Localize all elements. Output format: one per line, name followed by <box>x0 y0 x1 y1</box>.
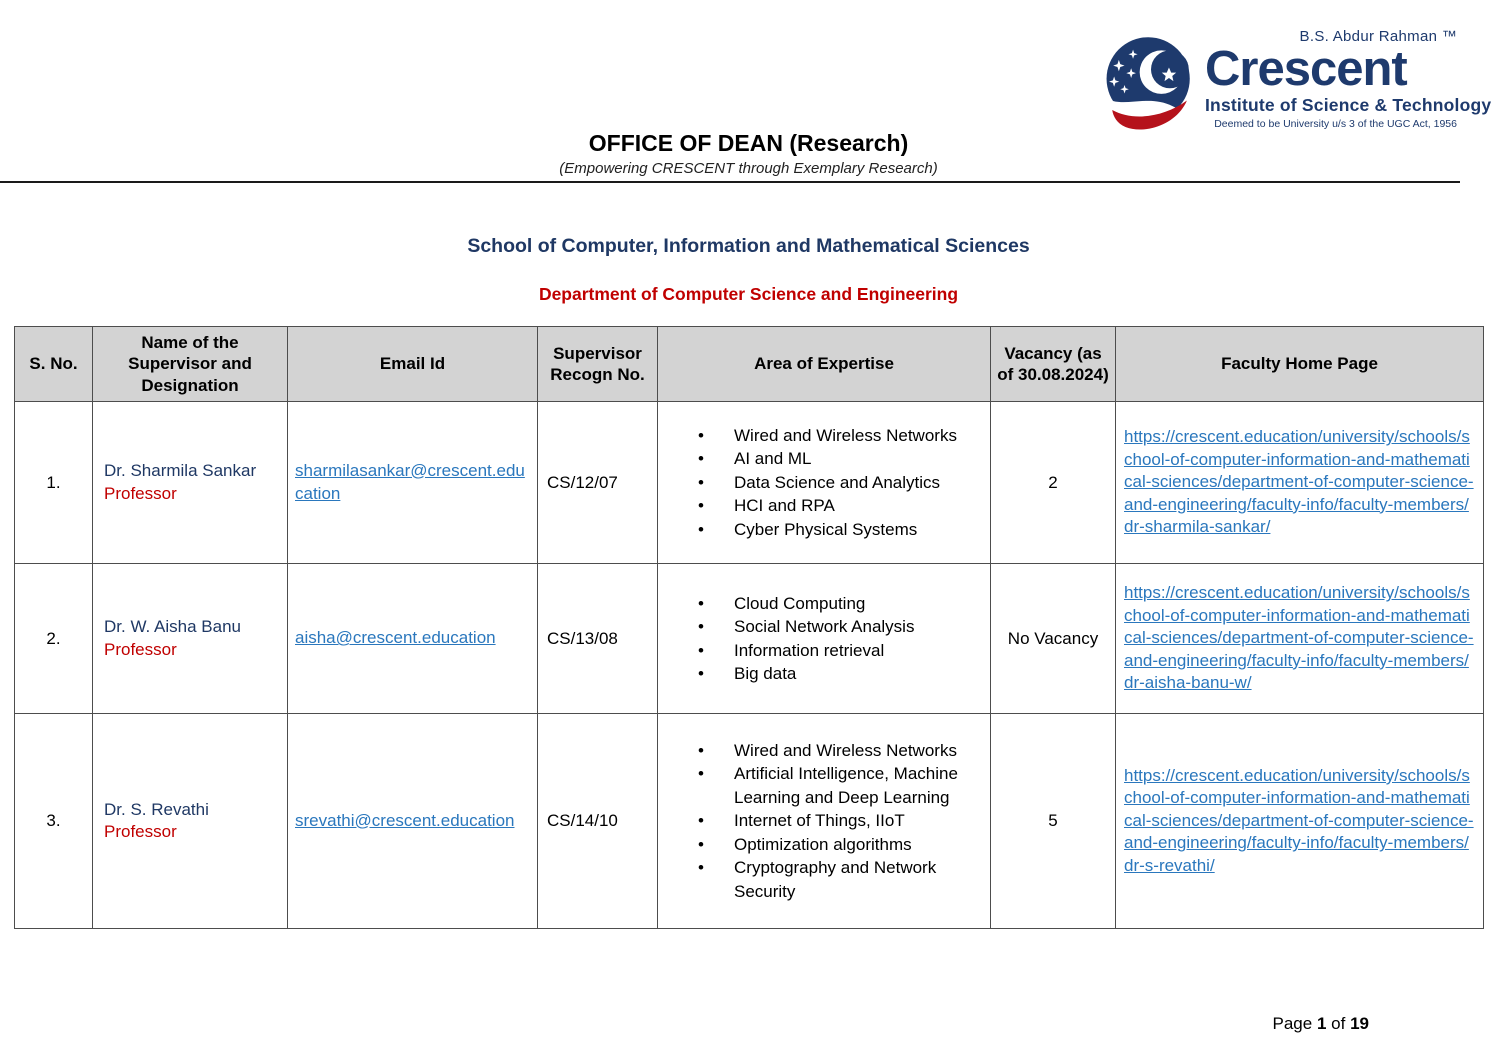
supervisor-name: Dr. Sharmila Sankar <box>104 461 257 481</box>
page-number: 1 <box>1316 1014 1327 1033</box>
header-homepage: Faculty Home Page <box>1116 327 1484 402</box>
email-cell <box>288 564 538 714</box>
table-row <box>15 714 1484 929</box>
sno-cell: 2. <box>15 564 93 714</box>
logo-institute-name: Institute of Science & Technology <box>1205 94 1492 115</box>
expertise-list <box>658 590 990 688</box>
expertise-item: • HCI and RPA <box>658 494 986 517</box>
homepage-cell <box>1116 714 1484 929</box>
recogn-no-cell: CS/12/07 <box>538 402 658 564</box>
vacancy-cell: No Vacancy <box>991 564 1116 714</box>
supervisor-designation: Professor <box>104 483 177 503</box>
email-link[interactable]: srevathi@crescent.education <box>295 810 515 830</box>
email-cell <box>288 714 538 929</box>
email-cell <box>288 402 538 564</box>
expertise-cell <box>658 402 991 564</box>
page-label: Page <box>1272 1014 1313 1033</box>
crescent-moon-emblem-icon <box>1099 34 1203 134</box>
sno-cell: 1. <box>15 402 93 564</box>
vacancy-cell: 5 <box>991 714 1116 929</box>
expertise-item: • Data Science and Analytics <box>658 471 986 494</box>
supervisors-table <box>14 326 1484 929</box>
page-number-footer <box>1273 1014 1369 1034</box>
header-divider <box>0 181 1460 183</box>
supervisor-name-cell <box>93 714 288 929</box>
document-title: OFFICE OF DEAN (Research) <box>588 130 909 156</box>
faculty-homepage-link[interactable]: https://crescent.education/university/schools/school-of-computer-information-and-mathematical-sciences/department-of-computer-science-and-engineering/faculty-info/faculty-members/dr-s-revathi/ <box>1124 765 1474 875</box>
expertise-item: • Wired and Wireless Networks <box>658 739 986 762</box>
of-label: of <box>1331 1014 1346 1033</box>
expertise-item: • Big data <box>658 662 986 685</box>
supervisor-name: Dr. S. Revathi <box>104 799 209 819</box>
recogn-no-cell: CS/13/08 <box>538 564 658 714</box>
email-link[interactable]: aisha@crescent.education <box>295 628 496 648</box>
document-subtitle: (Empowering CRESCENT through Exemplary Research) <box>559 160 938 177</box>
supervisor-name: Dr. W. Aisha Banu <box>104 617 242 637</box>
sno-cell: 3. <box>15 714 93 929</box>
expertise-item: • Cloud Computing <box>658 592 986 615</box>
header-vacancy: Vacancy (as of 30.08.2024) <box>991 327 1116 402</box>
expertise-item: • Internet of Things, IIoT <box>658 809 986 832</box>
header-expertise: Area of Expertise <box>658 327 991 402</box>
supervisor-designation: Professor <box>104 639 177 659</box>
expertise-item: • Artificial Intelligence, Machine Learning and Deep Learning <box>658 762 986 809</box>
expertise-list <box>658 737 990 905</box>
vacancy-cell: 2 <box>991 402 1116 564</box>
expertise-item: • Wired and Wireless Networks <box>658 424 986 447</box>
expertise-item: • Information retrieval <box>658 639 986 662</box>
logo-trademark-name: B.S. Abdur Rahman ™ <box>1299 28 1457 45</box>
faculty-homepage-link[interactable]: https://crescent.education/university/schools/school-of-computer-information-and-mathematical-sciences/department-of-computer-science-and-engineering/faculty-info/faculty-members/dr-sharmila-sankar/ <box>1124 427 1474 537</box>
logo-text-block <box>1205 28 1492 130</box>
header-email: Email Id <box>288 327 538 402</box>
logo-tagline: Deemed to be University u/s 3 of the UGC Act, 1956 <box>1214 117 1457 130</box>
expertise-item: • AI and ML <box>658 447 986 470</box>
supervisor-name-cell <box>93 402 288 564</box>
homepage-cell <box>1116 564 1484 714</box>
expertise-list <box>658 422 990 543</box>
email-link[interactable]: sharmilasankar@crescent.education <box>295 460 525 503</box>
expertise-item: • Cyber Physical Systems <box>658 518 986 541</box>
header-sno: S. No. <box>15 327 93 402</box>
expertise-item: • Cryptography and Network Security <box>658 856 986 903</box>
table-row <box>15 402 1484 564</box>
expertise-cell <box>658 564 991 714</box>
header-name: Name of the Supervisor and Designation <box>93 327 288 402</box>
expertise-item: • Social Network Analysis <box>658 615 986 638</box>
faculty-homepage-link[interactable]: https://crescent.education/university/schools/school-of-computer-information-and-mathematical-sciences/department-of-computer-science-and-engineering/faculty-info/faculty-members/dr-aisha-banu-w/ <box>1124 583 1474 693</box>
homepage-cell <box>1116 402 1484 564</box>
supervisor-name-cell <box>93 564 288 714</box>
expertise-cell <box>658 714 991 929</box>
table-header-row <box>15 327 1484 402</box>
expertise-item: • Optimization algorithms <box>658 833 986 856</box>
recogn-no-cell: CS/14/10 <box>538 714 658 929</box>
table-row <box>15 564 1484 714</box>
total-pages: 19 <box>1350 1014 1369 1033</box>
crescent-logo <box>1099 28 1492 134</box>
header-recogn-no: Supervisor Recogn No. <box>538 327 658 402</box>
school-heading: School of Computer, Information and Mathematical Sciences <box>467 235 1030 257</box>
supervisor-designation: Professor <box>104 822 177 841</box>
logo-brand-name: Crescent <box>1205 42 1407 96</box>
department-heading: Department of Computer Science and Engineering <box>538 284 959 304</box>
